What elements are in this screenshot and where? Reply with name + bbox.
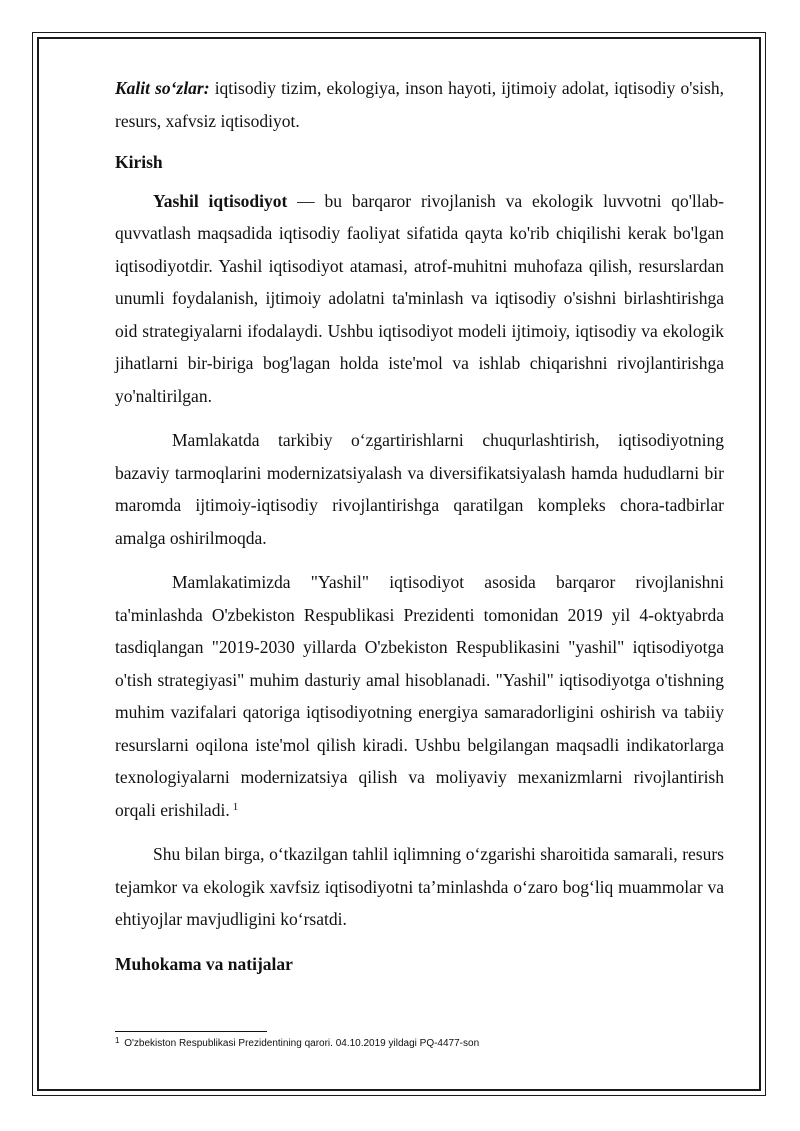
intro-paragraph-4: Shu bilan birga, o‘tkazilgan tahlil iqlimning o‘zgarishi sharoitida samarali, resurs tejamkor va ekologik xavfsiz iqtisodiyotni ta’minlashda o‘zaro bog‘liq muammolar va ehtiyojlar mavjudligini ko‘rsatdi. — [115, 844, 724, 929]
intro-paragraph-1-text: — bu barqaror rivojlanish va ekologik luvvotni qo'llab-quvvatlash maqsadida iqtisodiy faoliyat sifatida qayta ko'rib chiqilishi kerak bo'lgan iqtisodiyotdir. Yashil iqtisodiyot atamasi, atrof-muhitni muhofaza qilish, resurslardan unumli foydalanish, ijtimoiy adolatni ta'minlash va iqtisodiy o'sishni birlashtirishga oid strategiyalarni ifodalaydi. Ushbu iqtisodiyot modeli ijtimoiy, iqtisodiy va ekologik jihatlarni bir-biriga bog'lagan holda iste'mol va ishlab chiqarishni rivojlantirishga yo'naltirilgan. — [115, 190, 724, 406]
intro-paragraph-1 — [115, 185, 724, 413]
footnote-text: O'zbekiston Respublikasi Prezidentining qarori. 04.10.2019 yildagi PQ-4477-son — [121, 1038, 480, 1049]
keywords-text: iqtisodiy tizim, ekologiya, inson hayoti, ijtimoiy adolat, iqtisodiy o'sish, resurs, xafvsiz iqtisodiyot. — [115, 78, 724, 131]
intro-paragraph-3 — [115, 566, 724, 826]
green-economy-term: Yashil iqtisodiyot — [153, 190, 288, 211]
discussion-heading: Muhokama va natijalar — [115, 953, 293, 974]
keywords-label: Kalit so‘zlar: — [115, 78, 210, 98]
footnote-reference[interactable]: 1 — [232, 800, 239, 813]
intro-paragraph-3-text: Mamlakatimizda "Yashil" iqtisodiyot asosida barqaror rivojlanishni ta'minlashda O'zbekiston Respublikasi Prezidenti tomonidan 2019 yil 4-oktyabrda tasdiqlangan "2019-2030 yillarda O'zbekiston Respublikasini "yashil" iqtisodiyotga o'tish strategiyasi" muhim dasturiy amal hisoblanadi. "Yashil" iqtisodiyotga o'tishning muhim vazifalari qatoriga iqtisodiyotning energiya samaradorligini oshirish va tabiiy resurslarni oqilona iste'mol qilish kiradi. Ushbu belgilangan maqsadli indikatorlarga texnologiyalarni modernizatsiya qilish va moliyaviy mexanizmlarni rivojlantirish orqali erishiladi. — [115, 572, 724, 820]
keywords-paragraph — [115, 72, 724, 137]
document-body — [115, 72, 724, 986]
footnote-separator — [115, 1031, 267, 1032]
intro-heading: Kirish — [115, 152, 163, 172]
intro-paragraph-2: Mamlakatda tarkibiy o‘zgartirishlarni chuqurlashtirish, iqtisodiyotning bazaviy tarmoqlarini modernizatsiyalash va diversifikatsiyalash hamda hududlarni bir maromda ijtimoiy-iqtisodiy rivojlantirishga qaratilgan kompleks chora-tadbirlar amalga oshirilmoqda. — [115, 430, 724, 548]
footnote — [115, 1038, 479, 1049]
footnote-number: 1 — [115, 1036, 120, 1045]
